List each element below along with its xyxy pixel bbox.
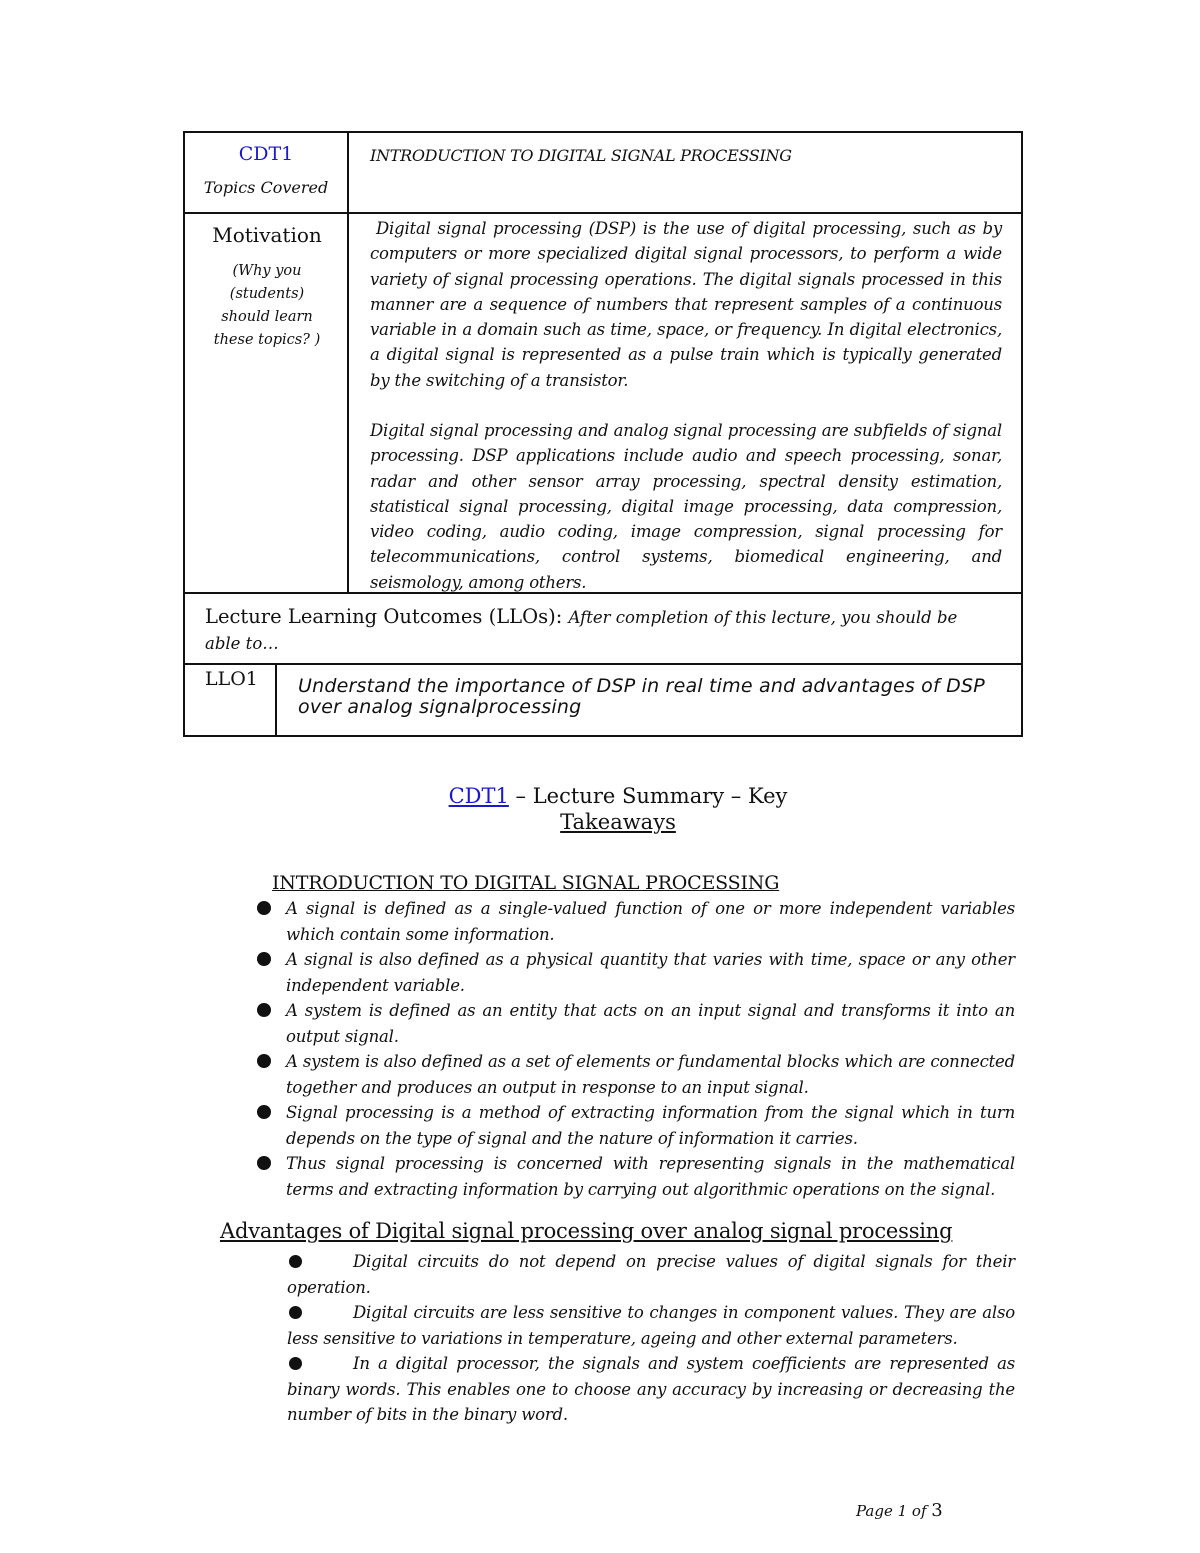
llo-heading-note: After completion of this lecture, you should be able to… — [205, 608, 958, 653]
summary-title-rest: – Lecture Summary – Key — [508, 784, 788, 808]
topics-label: Topics Covered — [203, 178, 329, 197]
table-divider-v2 — [275, 663, 277, 737]
motivation-paragraph-1: Digital signal processing (DSP) is the use of digital processing, such as by computers or more specialized digital signal processors, to perform a wide variety of signal processing operations. The digital signals processed in this manner are a sequence of numbers that represent samples of a continuous variable in a domain such as time, space, or frequency. In digital electronics, a digital signal is represented as a pulse train which is typically generated by the switching of a transistor. — [370, 219, 1002, 390]
summary-title-line2: Takeaways — [560, 810, 676, 834]
bullet-icon — [257, 952, 271, 966]
list-item — [287, 1300, 1015, 1351]
cdt-link[interactable]: CDT1 — [448, 784, 509, 808]
list-item-text: A system is also defined as a set of elements or fundamental blocks which are connected together and produces an output in response to an input signal. — [286, 1052, 1015, 1097]
bullet-icon — [257, 1156, 271, 1170]
motivation-sub-line: these topics? ) — [213, 332, 321, 348]
bullet-icon — [257, 1003, 271, 1017]
bullet-icon — [289, 1255, 302, 1268]
table-divider-h1 — [183, 212, 1023, 214]
bullet-icon — [257, 1105, 271, 1119]
list-item-text: Thus signal processing is concerned with representing signals in the mathematical terms and extracting information by carrying out algorithmic operations on the signal. — [286, 1154, 1015, 1199]
list-item — [287, 1249, 1015, 1300]
motivation-subtitle — [185, 260, 349, 352]
list-item — [255, 1100, 1015, 1151]
motivation-sub-line: (Why you — [232, 263, 302, 279]
motivation-sub-line: (students) — [229, 286, 305, 302]
topic-title: INTRODUCTION TO DIGITAL SIGNAL PROCESSING — [370, 146, 792, 165]
list-item-text: Digital circuits are less sensitive to changes in component values. They are also less sensitive to variations in temperature, ageing and other external parameters. — [287, 1303, 1015, 1348]
motivation-sub-line: should learn — [221, 309, 313, 325]
list-item — [255, 947, 1015, 998]
cdt-label: CDT1 — [238, 143, 294, 165]
llo-heading-block — [205, 604, 995, 656]
motivation-paragraph-2: Digital signal processing and analog signal processing are subfields of signal processing. DSP applications include audio and speech processing, sonar, radar and other sensor array processing, spectral density estimation, statistical signal processing, digital image processing, data compression, video coding, audio coding, image compression, signal processing for telecommunications, control systems, biomedical engineering, and seismology, among others. — [370, 421, 1002, 592]
list-item-text: A system is defined as an entity that acts on an input signal and transforms it into an output signal. — [286, 1001, 1015, 1046]
key-takeaways-list — [255, 896, 1015, 1202]
page-number-prefix: Page 1 of — [856, 1502, 927, 1520]
bullet-icon — [257, 1054, 271, 1068]
llo1-label: LLO1 — [205, 668, 258, 690]
section-heading: INTRODUCTION TO DIGITAL SIGNAL PROCESSING — [272, 872, 780, 894]
summary-title — [300, 783, 936, 835]
list-item-text: In a digital processor, the signals and system coefficients are represented as binary words. This enables one to choose any accuracy by increasing or decreasing the number of bits in the binary word. — [287, 1354, 1015, 1424]
llo1-text: Understand the importance of DSP in real time and advantages of DSP over analog signalprocessing — [298, 675, 985, 718]
bullet-icon — [257, 901, 271, 915]
list-item — [255, 998, 1015, 1049]
advantages-heading: Advantages of Digital signal processing over analog signal processing — [220, 1219, 953, 1243]
list-item — [287, 1351, 1015, 1428]
bullet-icon — [289, 1306, 302, 1319]
list-item-text: Digital circuits do not depend on precise values of digital signals for their operation. — [287, 1252, 1015, 1297]
page-total: 3 — [931, 1500, 943, 1521]
motivation-label: Motivation — [212, 223, 322, 247]
list-item-text: A signal is also defined as a physical quantity that varies with time, space or any other independent variable. — [286, 950, 1015, 995]
table-divider-v1 — [347, 131, 349, 593]
advantages-list — [287, 1249, 1015, 1428]
list-item-text: Signal processing is a method of extracting information from the signal which in turn depends on the type of signal and the nature of information it carries. — [286, 1103, 1015, 1148]
list-item — [255, 1151, 1015, 1202]
bullet-icon — [289, 1357, 302, 1370]
table-divider-h3 — [183, 663, 1023, 665]
list-item — [255, 1049, 1015, 1100]
list-item — [255, 896, 1015, 947]
page-number — [856, 1500, 943, 1521]
list-item-text: A signal is defined as a single-valued function of one or more independent variables which contain some information. — [286, 899, 1015, 944]
llo-heading: Lecture Learning Outcomes (LLOs): — [205, 605, 563, 628]
